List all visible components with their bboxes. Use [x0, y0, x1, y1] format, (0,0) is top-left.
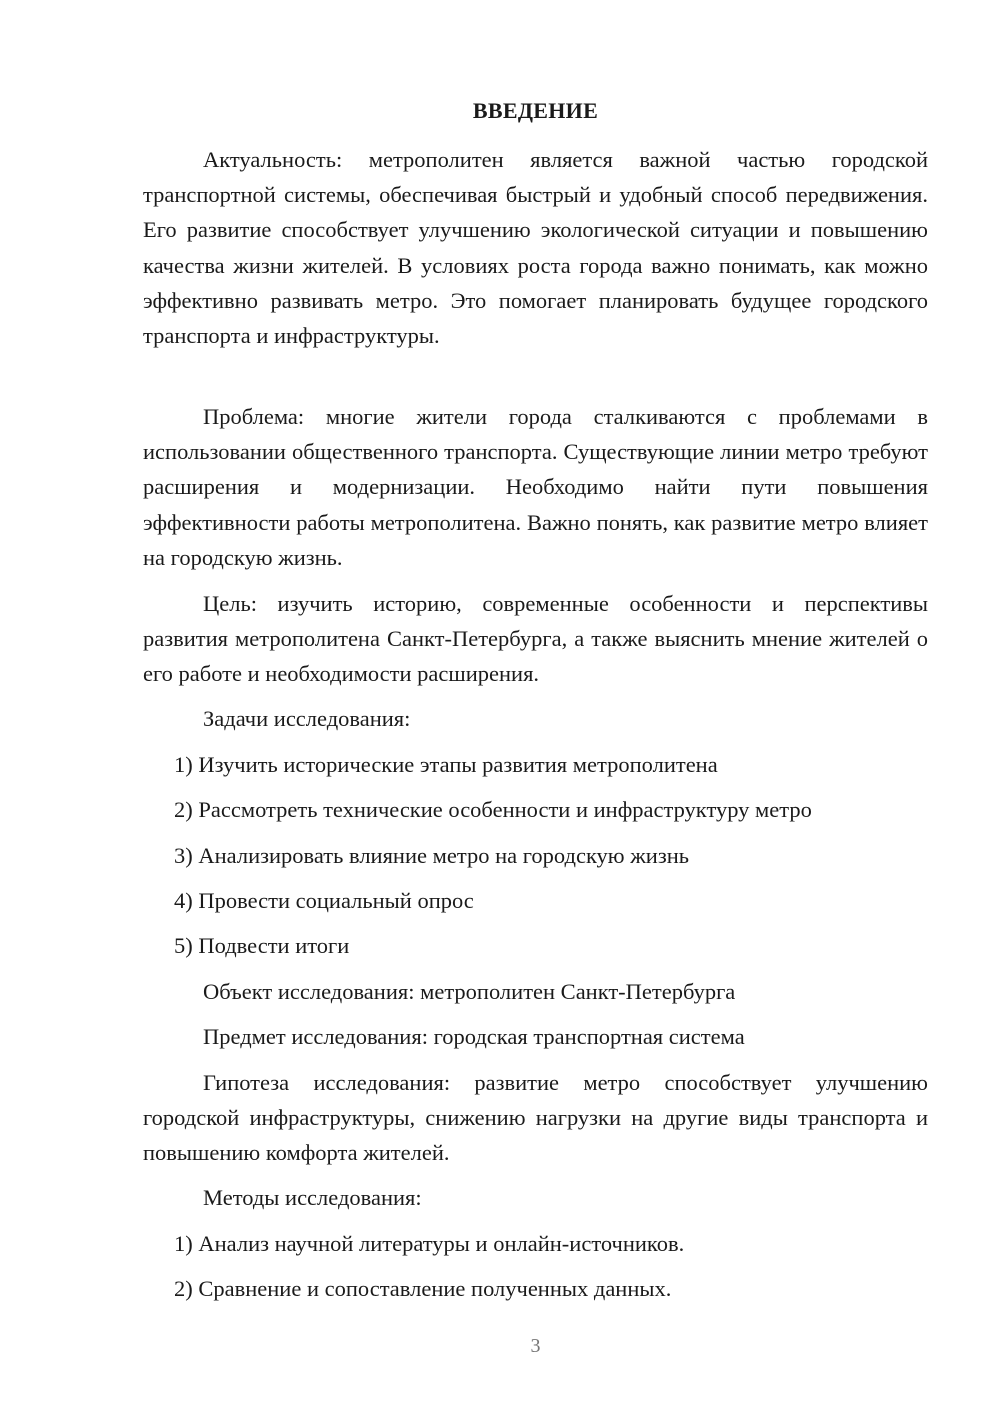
method-item-1: 1) Анализ научной литературы и онлайн-источников. — [174, 1231, 685, 1256]
method-item-2: 2) Сравнение и сопоставление полученных данных. — [174, 1276, 672, 1301]
tasks-heading: Задачи исследования: — [203, 706, 411, 731]
task-item-2: 2) Рассмотреть технические особенности и инфраструктуру метро — [174, 797, 812, 822]
document-page — [143, 0, 928, 1414]
research-subject: Предмет исследования: городская транспортная система — [203, 1024, 745, 1049]
research-object: Объект исследования: метрополитен Санкт-Петербурга — [203, 979, 736, 1004]
methods-heading: Методы исследования: — [203, 1185, 422, 1210]
goal-paragraph: Цель: изучить историю, современные особенности и перспективы развития метрополитена Санкт-Петербурга, а также выяснить мнение жителей о его работе и необходимости расширения. — [143, 591, 928, 687]
page-number: 3 — [530, 1335, 541, 1357]
page-title: ВВЕДЕНИЕ — [472, 98, 599, 123]
problem-paragraph: Проблема: многие жители города сталкиваются с проблемами в использовании общественного транспорта. Существующие линии метро требуют расширения и модернизации. Необходимо найти пути повышения эффективности работы метрополитена. Важно понять, как развитие метро влияет на городскую жизнь. — [143, 404, 928, 570]
task-item-5: 5) Подвести итоги — [174, 933, 350, 958]
task-item-3: 3) Анализировать влияние метро на городскую жизнь — [174, 843, 690, 868]
relevance-paragraph: Актуальность: метрополитен является важной частью городской транспортной системы, обеспечивая быстрый и удобный способ передвижения. Его развитие способствует улучшению экологической ситуации и повышению качества жизни жителей. В условиях роста города важно понимать, как можно эффективно развивать метро. Это помогает планировать будущее городского транспорта и инфраструктуры. — [143, 147, 928, 349]
task-item-1: 1) Изучить исторические этапы развития метрополитена — [174, 752, 718, 777]
hypothesis-paragraph: Гипотеза исследования: развитие метро способствует улучшению городской инфраструктуры, снижению нагрузки на другие виды транспорта и повышению комфорта жителей. — [143, 1070, 928, 1166]
task-item-4: 4) Провести социальный опрос — [174, 888, 474, 913]
